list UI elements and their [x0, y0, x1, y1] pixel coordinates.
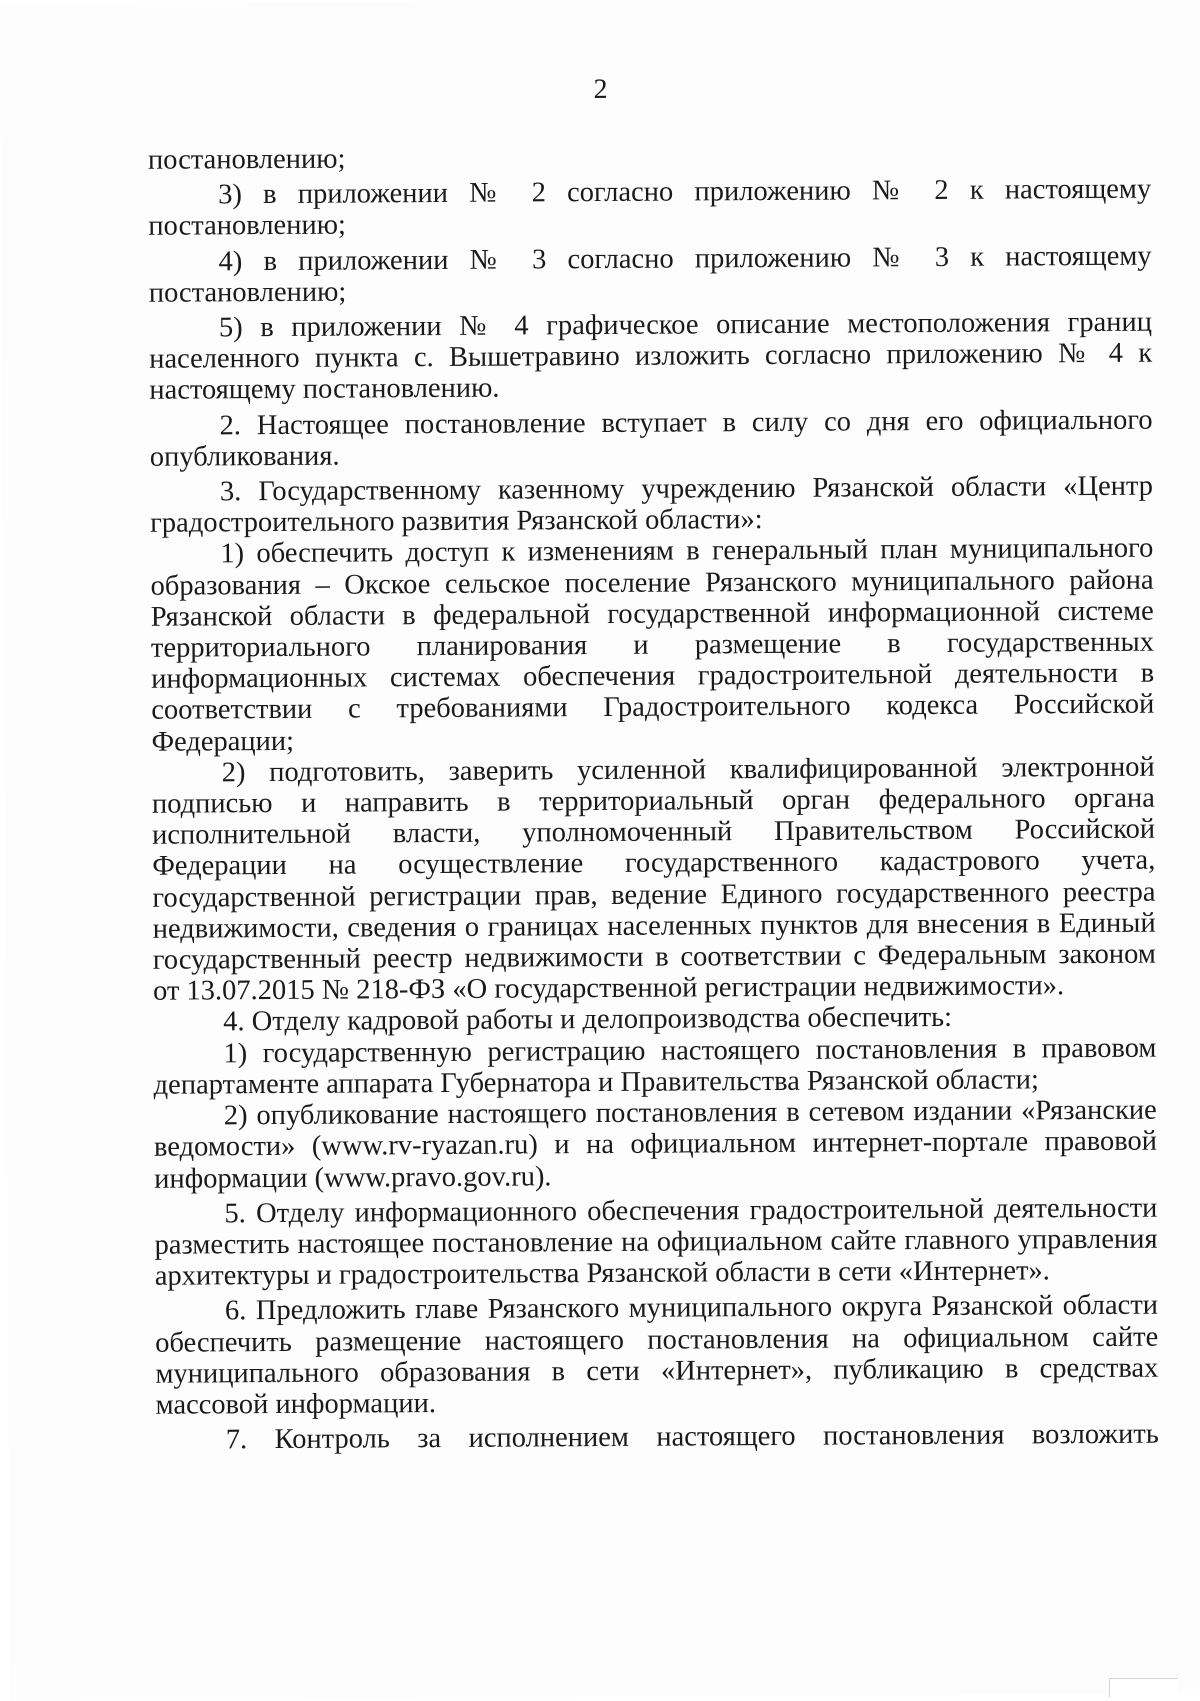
paragraph-continuation: постановлению; — [147, 143, 346, 176]
paragraph-clause-6: 6. Предложить главе Рязанского муниципального округа Рязанской области обеспечить размещение настоящего постановления на официальном сайте муниципального образования в сети «Интернет», публикацию в средствах массовой информации. — [155, 1289, 1159, 1421]
paragraph-clause-4-item-2: 2) опубликование настоящего постановления в сетевом издании «Рязанские ведомости» (www.rv-ryazan.ru) и на официальном интернет-портале правовой информации (www.pravo.gov.ru). — [153, 1094, 1158, 1195]
paragraph-clause-2: 2. Настоящее постановление вступает в силу со дня его официального опубликования. — [149, 404, 1153, 473]
paragraph-item-3: 3) в приложении № 2 согласно приложению № 2 к настоящему постановлению; — [148, 173, 1152, 243]
scan-corner-mark — [1109, 1678, 1178, 1697]
paragraph-clause-7: 7. Контроль за исполнением настоящего постановления возложить — [225, 1418, 1159, 1456]
paragraph-item-5: 5) в приложении № 4 графическое описание местоположения границ населенного пункта с. Вышетравино изложить согласно приложению № 4 к настоящему постановлению. — [149, 306, 1153, 407]
paragraph-clause-3-item-2: 2) подготовить, заверить усиленной квалифицированной электронной подписью и направить в территориальный орган федерального органа исполнительной власти, уполномоченный Правительством Российской Федерации на осуществление государственного кадастрового учета, государственной регистрации прав, ведение Единого государственного реестра недвижимости, сведения о границах населенных пунктов для внесения в Единый государственный реестр недвижимости в соответствии с Федеральным законом от 13.07.2015 № 218-ФЗ «О государственной регистрации недвижимости». — [151, 751, 1156, 1008]
paragraph-clause-4-item-1: 1) государственную регистрацию настоящего постановления в правовом департаменте аппарата Губернатора и Правительства Рязанской области; — [153, 1032, 1157, 1101]
paragraph-clause-5: 5. Отделу информационного обеспечения градостроительной деятельности разместить настоящее постановление на официальном сайте главного управления архитектуры и градостроительства Рязанской области в сети «Интернет». — [154, 1192, 1158, 1292]
paragraph-item-4: 4) в приложении № 3 согласно приложению № 3 к настоящему постановлению; — [148, 240, 1152, 309]
page-number: 2 — [593, 73, 608, 106]
paragraph-clause-3-item-1: 1) обеспечить доступ к изменениям в генеральный план муниципального образования – Окское сельское поселение Рязанского муниципального района Рязанской области в федеральной государственной информационной системе территориального планирования и размещение в государственных информационных системах обеспечения градостроительной деятельности в соответствии с требованиями Градостроительного кодекса Российской Федерации; — [150, 533, 1155, 758]
paragraph-clause-3: 3. Государственному казенному учреждению Рязанской области «Центр градостроительного развития Рязанской области»: — [150, 470, 1154, 539]
document-body — [148, 139, 1159, 1460]
paragraph-clause-4: 4. Отделу кадровой работы и делопроизводства обеспечить: — [223, 1002, 953, 1038]
